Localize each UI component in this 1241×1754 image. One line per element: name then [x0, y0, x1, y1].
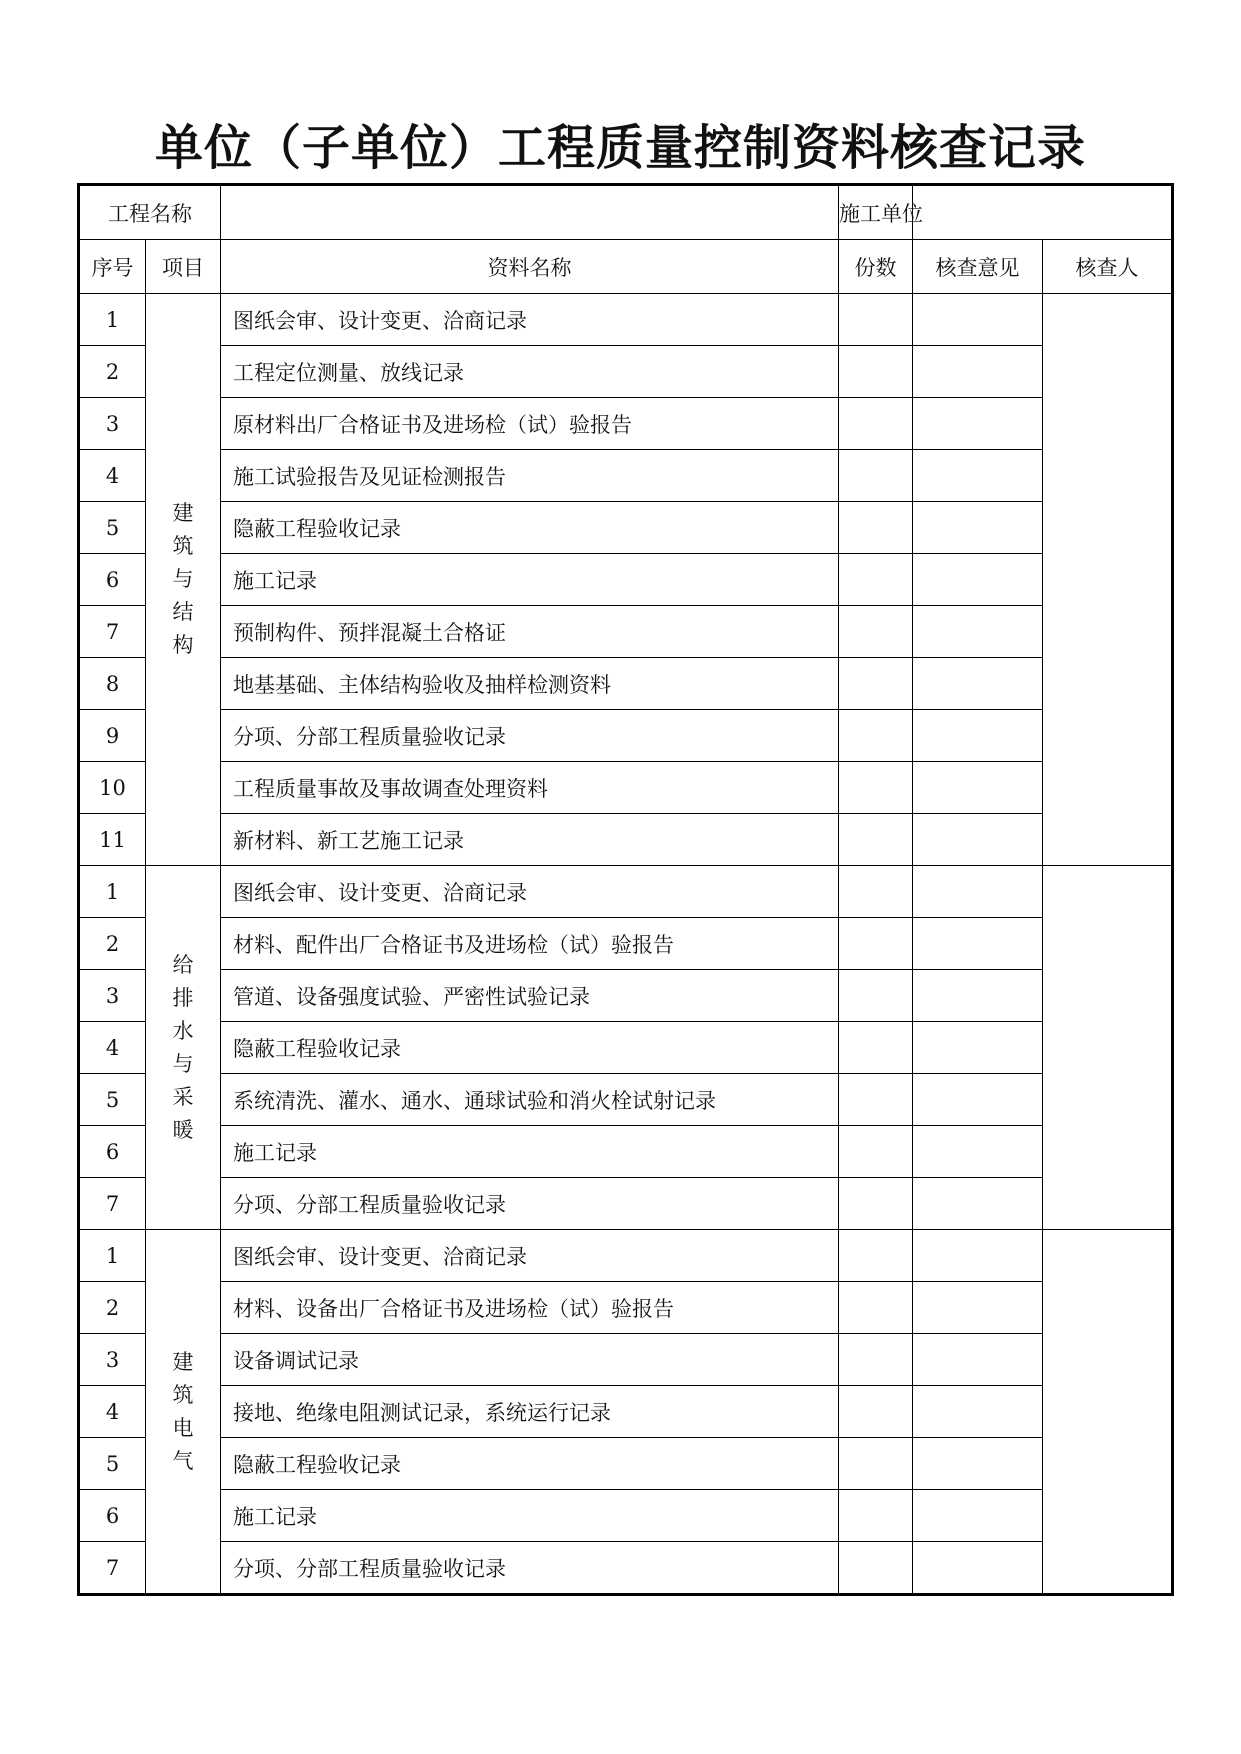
- doc-name: 施工记录: [221, 1490, 839, 1542]
- copies-cell[interactable]: [839, 866, 913, 918]
- table-row: [79, 762, 1173, 814]
- opinion-cell[interactable]: [913, 1074, 1043, 1126]
- section-label-char: 电: [172, 1415, 194, 1440]
- table-row: [79, 1386, 1173, 1438]
- project-info-row: [79, 185, 1173, 240]
- table-row: [79, 866, 1173, 918]
- doc-name: 隐蔽工程验收记录: [221, 1022, 839, 1074]
- doc-name: 预制构件、预拌混凝土合格证: [221, 606, 839, 658]
- row-seq: 2: [79, 346, 146, 398]
- project-name-field[interactable]: [221, 185, 839, 240]
- doc-name: 隐蔽工程验收记录: [221, 502, 839, 554]
- doc-name: 图纸会审、设计变更、洽商记录: [221, 866, 839, 918]
- opinion-cell[interactable]: [913, 710, 1043, 762]
- doc-name: 图纸会审、设计变更、洽商记录: [221, 294, 839, 346]
- section-label-char: 给: [172, 952, 194, 977]
- checker-cell[interactable]: [1043, 866, 1173, 1230]
- row-seq: 10: [79, 762, 146, 814]
- opinion-cell[interactable]: [913, 1126, 1043, 1178]
- section-label-char: 暖: [172, 1117, 194, 1142]
- row-seq: 5: [79, 1438, 146, 1490]
- table-row: [79, 606, 1173, 658]
- table-row: [79, 1542, 1173, 1595]
- copies-cell[interactable]: [839, 1074, 913, 1126]
- table-row: [79, 814, 1173, 866]
- section-label-char: 结: [172, 600, 194, 624]
- opinion-cell[interactable]: [913, 1230, 1043, 1282]
- table-row: [79, 710, 1173, 762]
- copies-cell[interactable]: [839, 762, 913, 814]
- row-seq: 1: [79, 294, 146, 346]
- row-seq: 3: [79, 970, 146, 1022]
- inspection-table: [77, 183, 1174, 1596]
- copies-cell[interactable]: [839, 606, 913, 658]
- col-header-doc-name: 资料名称: [221, 240, 839, 294]
- opinion-cell[interactable]: [913, 398, 1043, 450]
- copies-cell[interactable]: [839, 1230, 913, 1282]
- construction-unit-label: 施工单位: [839, 185, 913, 240]
- opinion-cell[interactable]: [913, 658, 1043, 710]
- checker-cell[interactable]: [1043, 1230, 1173, 1595]
- table-row: [79, 658, 1173, 710]
- section-label: [146, 294, 221, 866]
- copies-cell[interactable]: [839, 294, 913, 346]
- section-label-char: 水: [172, 1018, 194, 1043]
- section-label-char: 气: [172, 1448, 194, 1473]
- row-seq: 4: [79, 450, 146, 502]
- page-title: 单位（子单位）工程质量控制资料核查记录: [154, 120, 1086, 176]
- doc-name: 施工记录: [221, 1126, 839, 1178]
- table-row: [79, 1178, 1173, 1230]
- table-row: [79, 554, 1173, 606]
- column-header-row: [79, 240, 1173, 294]
- opinion-cell[interactable]: [913, 450, 1043, 502]
- section-label-char: 筑: [172, 534, 194, 558]
- table-row: [79, 346, 1173, 398]
- row-seq: 5: [79, 1074, 146, 1126]
- opinion-cell[interactable]: [913, 1438, 1043, 1490]
- opinion-cell[interactable]: [913, 502, 1043, 554]
- table-row: [79, 1022, 1173, 1074]
- table-row: [79, 502, 1173, 554]
- section-label-char: 筑: [172, 1382, 194, 1407]
- row-seq: 2: [79, 1282, 146, 1334]
- row-seq: 4: [79, 1386, 146, 1438]
- col-header-opinion: 核查意见: [913, 240, 1043, 294]
- doc-name: 图纸会审、设计变更、洽商记录: [221, 1230, 839, 1282]
- table-row: [79, 970, 1173, 1022]
- copies-cell[interactable]: [839, 918, 913, 970]
- table-row: [79, 294, 1173, 346]
- construction-unit-field[interactable]: [913, 185, 1173, 240]
- copies-cell[interactable]: [839, 398, 913, 450]
- table-row: [79, 918, 1173, 970]
- col-header-checker: 核查人: [1043, 240, 1173, 294]
- doc-name: 地基基础、主体结构验收及抽样检测资料: [221, 658, 839, 710]
- opinion-cell[interactable]: [913, 346, 1043, 398]
- row-seq: 9: [79, 710, 146, 762]
- row-seq: 3: [79, 1334, 146, 1386]
- doc-name: 系统清洗、灌水、通水、通球试验和消火栓试射记录: [221, 1074, 839, 1126]
- doc-name: 材料、配件出厂合格证书及进场检（试）验报告: [221, 918, 839, 970]
- copies-cell[interactable]: [839, 1542, 913, 1595]
- doc-name: 接地、绝缘电阻测试记录，系统运行记录: [221, 1386, 839, 1438]
- opinion-cell[interactable]: [913, 1386, 1043, 1438]
- opinion-cell[interactable]: [913, 814, 1043, 866]
- copies-cell[interactable]: [839, 1126, 913, 1178]
- section-label-char: 采: [172, 1084, 194, 1109]
- section-label-char: 与: [172, 1051, 194, 1076]
- row-seq: 1: [79, 1230, 146, 1282]
- table-row: [79, 1230, 1173, 1282]
- row-seq: 2: [79, 918, 146, 970]
- doc-name: 设备调试记录: [221, 1334, 839, 1386]
- table-row: [79, 1334, 1173, 1386]
- opinion-cell[interactable]: [913, 554, 1043, 606]
- section-label-char: 建: [172, 1349, 194, 1374]
- row-seq: 7: [79, 1178, 146, 1230]
- table-row: [79, 1126, 1173, 1178]
- doc-name: 隐蔽工程验收记录: [221, 1438, 839, 1490]
- row-seq: 7: [79, 606, 146, 658]
- copies-cell[interactable]: [839, 346, 913, 398]
- opinion-cell[interactable]: [913, 970, 1043, 1022]
- copies-cell[interactable]: [839, 710, 913, 762]
- col-header-seq: 序号: [79, 240, 146, 294]
- opinion-cell[interactable]: [913, 606, 1043, 658]
- table-row: [79, 1438, 1173, 1490]
- opinion-cell[interactable]: [913, 1334, 1043, 1386]
- section-label: [146, 866, 221, 1230]
- checker-cell[interactable]: [1043, 294, 1173, 866]
- col-header-copies: 份数: [839, 240, 913, 294]
- copies-cell[interactable]: [839, 1282, 913, 1334]
- project-name-label: 工程名称: [79, 185, 221, 240]
- col-header-item: 项目: [146, 240, 221, 294]
- doc-name: 施工记录: [221, 554, 839, 606]
- row-seq: 5: [79, 502, 146, 554]
- doc-name: 分项、分部工程质量验收记录: [221, 1178, 839, 1230]
- table-row: [79, 1490, 1173, 1542]
- doc-name: 分项、分部工程质量验收记录: [221, 710, 839, 762]
- row-seq: 1: [79, 866, 146, 918]
- row-seq: 4: [79, 1022, 146, 1074]
- copies-cell[interactable]: [839, 502, 913, 554]
- doc-name: 新材料、新工艺施工记录: [221, 814, 839, 866]
- copies-cell[interactable]: [839, 450, 913, 502]
- opinion-cell[interactable]: [913, 1022, 1043, 1074]
- section-label-char: 与: [172, 567, 194, 591]
- copies-cell[interactable]: [839, 1178, 913, 1230]
- section-label-char: 建: [172, 501, 194, 525]
- row-seq: 6: [79, 554, 146, 606]
- opinion-cell[interactable]: [913, 762, 1043, 814]
- copies-cell[interactable]: [839, 1386, 913, 1438]
- table-row: [79, 1282, 1173, 1334]
- table-row: [79, 1074, 1173, 1126]
- doc-name: 原材料出厂合格证书及进场检（试）验报告: [221, 398, 839, 450]
- doc-name: 工程质量事故及事故调查处理资料: [221, 762, 839, 814]
- section-label: [146, 1230, 221, 1595]
- opinion-cell[interactable]: [913, 1178, 1043, 1230]
- copies-cell[interactable]: [839, 1334, 913, 1386]
- doc-name: 施工试验报告及见证检测报告: [221, 450, 839, 502]
- copies-cell[interactable]: [839, 658, 913, 710]
- doc-name: 管道、设备强度试验、严密性试验记录: [221, 970, 839, 1022]
- doc-name: 分项、分部工程质量验收记录: [221, 1542, 839, 1595]
- opinion-cell[interactable]: [913, 1542, 1043, 1595]
- row-seq: 3: [79, 398, 146, 450]
- opinion-cell[interactable]: [913, 866, 1043, 918]
- row-seq: 8: [79, 658, 146, 710]
- section-label-char: 排: [172, 985, 194, 1010]
- doc-name: 材料、设备出厂合格证书及进场检（试）验报告: [221, 1282, 839, 1334]
- row-seq: 7: [79, 1542, 146, 1595]
- table-row: [79, 450, 1173, 502]
- row-seq: 6: [79, 1490, 146, 1542]
- opinion-cell[interactable]: [913, 1490, 1043, 1542]
- section-label-char: 构: [172, 633, 194, 657]
- row-seq: 11: [79, 814, 146, 866]
- copies-cell[interactable]: [839, 814, 913, 866]
- opinion-cell[interactable]: [913, 294, 1043, 346]
- copies-cell[interactable]: [839, 1022, 913, 1074]
- copies-cell[interactable]: [839, 1438, 913, 1490]
- doc-name: 工程定位测量、放线记录: [221, 346, 839, 398]
- copies-cell[interactable]: [839, 554, 913, 606]
- row-seq: 6: [79, 1126, 146, 1178]
- opinion-cell[interactable]: [913, 1282, 1043, 1334]
- copies-cell[interactable]: [839, 970, 913, 1022]
- opinion-cell[interactable]: [913, 918, 1043, 970]
- table-row: [79, 398, 1173, 450]
- copies-cell[interactable]: [839, 1490, 913, 1542]
